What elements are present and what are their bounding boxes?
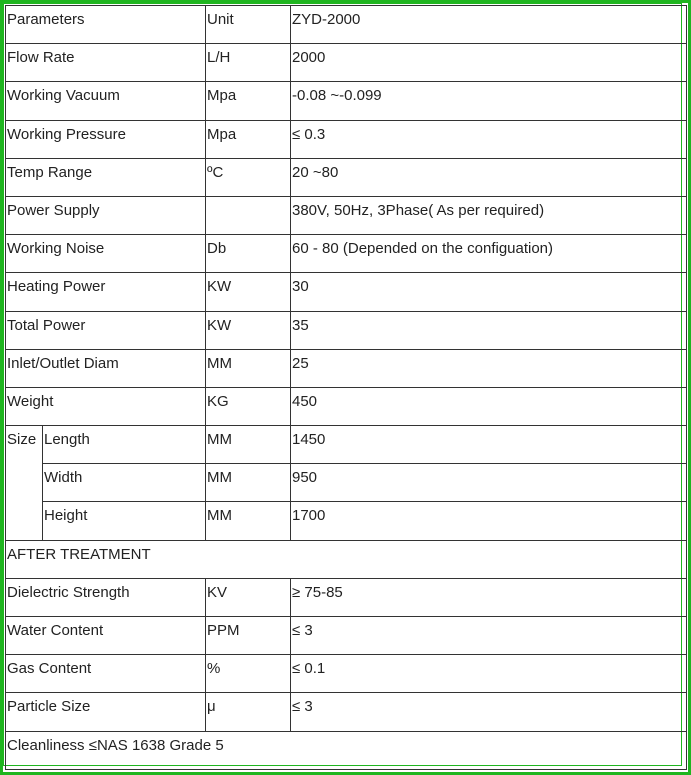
param-text: Gas Content [7,660,92,678]
unit-text: MM [207,354,232,372]
param-text: Working Noise [7,240,105,258]
unit-text: KW [207,278,232,296]
param-cell [6,235,206,273]
param-cell [6,196,206,234]
unit-cell [206,387,291,425]
param-cell [6,578,206,616]
table-row [6,235,687,273]
table-row [6,120,687,158]
value-cell [291,617,687,655]
header-unit-cell [206,6,291,44]
param-cell [6,387,206,425]
value-text: 60 - 80 (Depended on the configuation) [292,240,554,258]
table-row [6,44,687,82]
unit-cell [206,158,291,196]
size-row [6,426,687,464]
param-text: Total Power [7,316,86,334]
value-cell [291,311,687,349]
param-text: Length [44,431,90,449]
unit-text: Mpa [207,87,237,105]
param-text: Working Vacuum [7,87,120,105]
unit-text: MM [207,431,232,449]
table-row [6,655,687,693]
value-cell [291,44,687,82]
unit-text: MM [207,507,232,525]
unit-cell [206,578,291,616]
value-cell [291,502,687,540]
table-row [6,349,687,387]
value-cell [291,693,687,731]
param-cell [6,693,206,731]
param-text: Water Content [7,622,104,639]
value-cell [291,464,687,502]
header-row [6,6,687,44]
value-text: 20 ~80 [292,163,339,181]
value-cell [291,578,687,616]
value-text: ≤ 3 [292,698,313,716]
param-cell [6,44,206,82]
value-cell [291,158,687,196]
header-param-cell [6,6,206,44]
unit-cell [206,349,291,387]
param-cell [6,655,206,693]
size-label: Size [7,431,37,449]
value-cell [291,426,687,464]
value-cell [291,273,687,311]
param-cell [6,349,206,387]
cleanliness-text: Cleanliness ≤NAS 1638 Grade 5 [7,736,224,754]
cleanliness-cell [6,731,687,769]
param-cell [6,617,206,655]
unit-cell [206,426,291,464]
param-cell [6,82,206,120]
param-cell [6,158,206,196]
unit-cell [206,44,291,82]
unit-cell [206,617,291,655]
header-param-text: Parameters [7,11,85,28]
value-text: 2000 [292,49,326,67]
value-text: 1450 [292,431,326,449]
after-treatment-title: AFTER TREATMENT [7,545,151,563]
unit-cell [206,196,291,234]
unit-cell [206,82,291,120]
unit-cell [206,120,291,158]
param-text: Working Pressure [7,125,126,143]
unit-text [207,197,290,202]
param-cell [43,464,206,502]
unit-cell [206,464,291,502]
unit-text: Db [207,240,227,258]
unit-cell [206,273,291,311]
unit-cell [206,311,291,349]
table-row [6,578,687,616]
size-row [6,464,687,502]
param-text: Inlet/Outlet Diam [7,354,119,372]
value-text: 950 [292,469,318,487]
param-cell [6,273,206,311]
value-text: 30 [292,278,309,296]
spec-table [5,5,687,770]
size-row [6,502,687,540]
value-text: ≤ 3 [292,622,313,639]
value-cell [291,82,687,120]
table-row [6,273,687,311]
table-row [6,387,687,425]
unit-text: % [207,660,221,678]
unit-cell [206,693,291,731]
unit-cell [206,502,291,540]
param-text: Dielectric Strength [7,583,130,601]
param-text: Heating Power [7,278,106,296]
unit-text: μ [207,698,216,716]
value-text: 380V, 50Hz, 3Phase( As per required) [292,201,545,219]
table-row [6,158,687,196]
value-text: -0.08 ~-0.099 [292,87,382,105]
param-text: Power Supply [7,201,100,219]
unit-cell [206,655,291,693]
param-text: Particle Size [7,698,91,716]
value-text: ≤ 0.1 [292,660,326,678]
param-cell [6,311,206,349]
value-text: 1700 [292,507,326,525]
value-cell [291,196,687,234]
value-text: 25 [292,354,309,372]
param-text: Temp Range [7,163,93,181]
after-treatment-heading [6,540,687,578]
param-text: Height [44,507,88,525]
param-text: Weight [7,392,54,410]
header-model-text: ZYD-2000 [292,11,361,28]
value-cell [291,235,687,273]
value-text: 450 [292,392,318,410]
unit-text: KW [207,316,232,334]
unit-cell [206,235,291,273]
param-text: Width [44,469,83,487]
param-cell [43,502,206,540]
param-cell [6,120,206,158]
table-row [6,82,687,120]
value-cell [291,655,687,693]
table-row [6,196,687,234]
value-cell [291,120,687,158]
param-text: Flow Rate [7,49,75,67]
value-text: 35 [292,316,309,334]
header-unit-text: Unit [207,11,234,28]
value-cell [291,349,687,387]
size-label-cell [6,426,43,541]
unit-text: ºC [207,163,224,181]
cleanliness-row [6,731,687,769]
value-cell [291,387,687,425]
unit-text: PPM [207,622,240,639]
unit-text: MM [207,469,232,487]
after-treatment-heading-row [6,540,687,578]
unit-text: KV [207,583,228,601]
unit-text: KG [207,392,229,410]
header-model-cell [291,6,687,44]
unit-text: L/H [207,49,231,67]
value-text: ≤ 0.3 [292,125,326,143]
value-text: ≥ 75-85 [292,583,343,601]
param-cell [43,426,206,464]
unit-text: Mpa [207,125,237,143]
table-row [6,693,687,731]
table-row [6,311,687,349]
table-row [6,617,687,655]
